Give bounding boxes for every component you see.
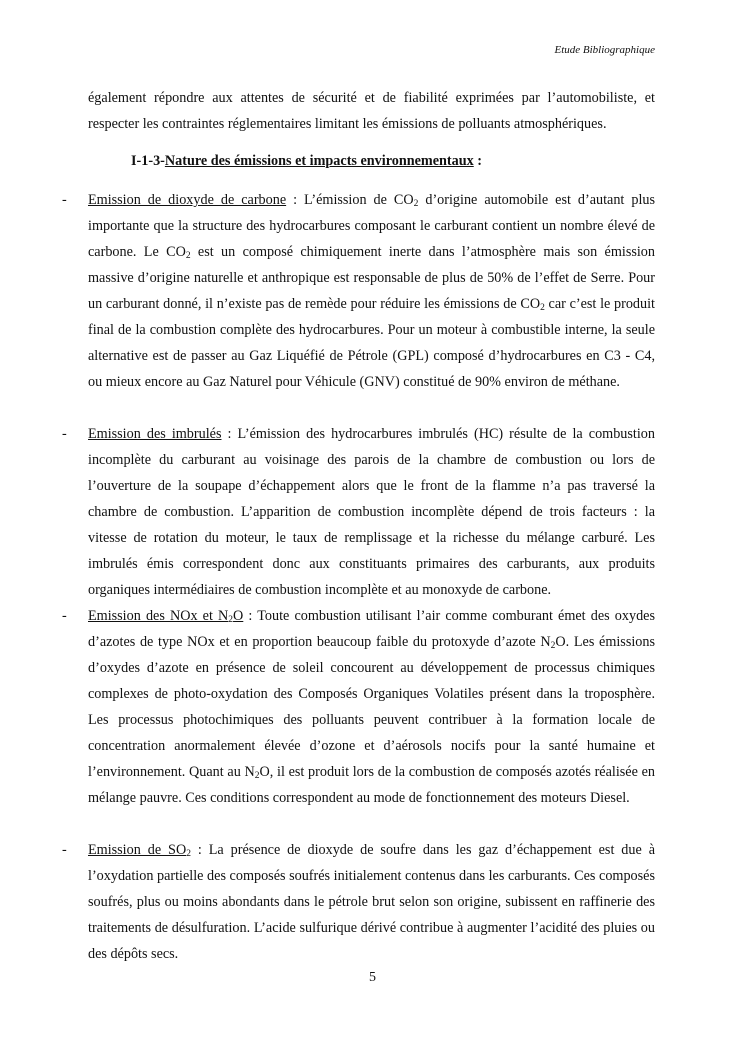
term-imbrules: Emission des imbrulés bbox=[88, 426, 222, 442]
text-fragment: : La présence de dioxyde de soufre dans les gaz d’échappement est due à l’oxydation partielle des composés soufrés initialement contenus dans les carburants. Ces composés soufrés, plus ou moins abondants dans le pétrole brut selon son origine, subissent en raffinerie des traitements de désulfuration. L’acide sulfurique dérivé contribue à augmenter l’acidité des pluies ou des dépôts secs. bbox=[88, 842, 656, 962]
bullet-dash: - bbox=[62, 842, 67, 858]
list-item-co2 bbox=[62, 187, 656, 395]
section-suffix: : bbox=[473, 153, 483, 169]
subscript: 2 bbox=[185, 251, 191, 261]
list-item-so2 bbox=[62, 837, 656, 967]
text-fragment: O, il est produit lors de la combustion de composés azotés réalisée en mélange pauvre. Ces conditions correspondent au mode de fonctionnement des moteurs Diesel. bbox=[88, 764, 655, 806]
bullet-dash: - bbox=[62, 608, 67, 624]
running-header: Etude Bibliographique bbox=[554, 44, 655, 56]
text-fragment: d’origine automobile est d’autant plus importante que la structure des hydrocarbures composant le carburant contient un nombre élevé de carbone. Le CO bbox=[88, 192, 656, 260]
bullet-dash: - bbox=[62, 192, 67, 208]
list-item-nox bbox=[62, 603, 655, 811]
section-heading bbox=[131, 148, 482, 174]
intro-paragraph: également répondre aux attentes de sécurité et de fiabilité exprimées par l’automobiliste, et respecter les contraintes réglementaires limitant les émissions de polluants atmosphériques. bbox=[88, 90, 655, 132]
subscript: 2 bbox=[254, 771, 260, 781]
text-fragment: : Toute combustion utilisant l’air comme comburant émet des oxydes d’azotes de type NOx et en proportion beaucoup faible du protoxyde d’azote N bbox=[88, 608, 655, 650]
subscript: 2 bbox=[413, 199, 419, 209]
term-fragment: O bbox=[233, 608, 244, 624]
text-fragment: : L’émission des hydrocarbures imbrulés (HC) résulte de la combustion incomplète du carburant au voisinage des parois de la chambre de combustion ou lors de l’ouverture de la soupape d’échappement alors que le front de la flamme n’a pas traversé la chambre de combustion. L’apparition de combustion incomplète dépend de trois facteurs : la vitesse de rotation du moteur, le taux de remplissage et la richesse du mélange carburé. Les imbrulés émis correspondent donc aux constituants primaires des carburants, aux produits organiques intermédiaires de combustion incomplète et au monoxyde de carbone. bbox=[88, 426, 655, 598]
section-title: Nature des émissions et impacts environnementaux bbox=[164, 153, 474, 169]
text-fragment: O. Les émissions d’oxydes d’azote en présence de soleil concourent au développement de processus chimiques complexes de photo-oxydation des Composés Organiques Volatiles présent dans la troposphère. Les processus photochimiques des polluants peuvent contribuer à la formation locale de concentration anormalement élevée d’ozone et d’aérosols nocifs pour la santé humaine et l’environnement. Quant au N bbox=[88, 634, 655, 780]
text-fragment: car c’est le produit final de la combustion complète des hydrocarbures. Pour un moteur à combustible interne, la seule alternative est de passer au Gaz Liquéfié de Pétrole (GPL) composé d’hydrocarbures en C3 - C4, ou mieux encore au Gaz Naturel pour Véhicule (GNV) constitué de 90% environ de méthane. bbox=[88, 296, 655, 390]
term-nox bbox=[88, 608, 243, 624]
subscript: 2 bbox=[186, 849, 191, 859]
text-fragment: est un composé chimiquement inerte dans l’atmosphère mais son émission massive d’origine naturelle et anthropique est responsable de plus de 50% de l’effet de Serre. Pour un carburant donné, il n’existe pas de remède pour réduire les émissions de CO bbox=[88, 244, 655, 312]
section-number: I-1-3- bbox=[131, 153, 165, 169]
bullet-dash: - bbox=[62, 426, 67, 442]
term-so2 bbox=[88, 842, 191, 858]
text-fragment: : L’émission de CO bbox=[286, 192, 414, 208]
term-fragment: Emission de SO bbox=[88, 842, 187, 858]
term-co2: Emission de dioxyde de carbone bbox=[88, 192, 287, 208]
subscript: 2 bbox=[228, 615, 234, 625]
term-fragment: Emission des NOx et N bbox=[88, 608, 229, 624]
subscript: 2 bbox=[540, 303, 545, 313]
list-item-imbrules bbox=[62, 421, 655, 603]
page-number: 5 bbox=[369, 970, 376, 985]
subscript: 2 bbox=[550, 641, 556, 651]
